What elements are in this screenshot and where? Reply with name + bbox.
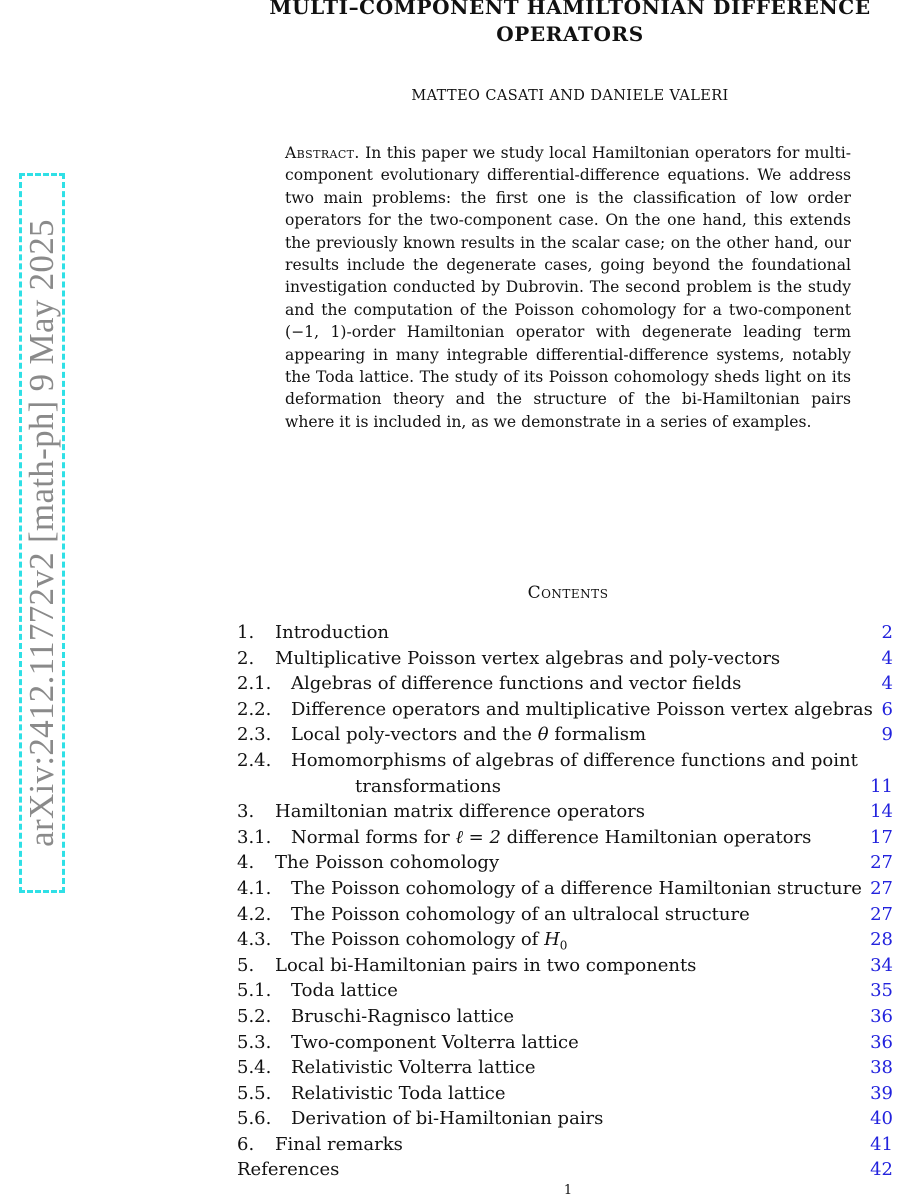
toc-entry-number: 5.3. xyxy=(237,1031,272,1053)
toc-entry-title: transformations xyxy=(355,775,501,797)
table-of-contents xyxy=(237,620,893,1183)
toc-title-text: difference Hamiltonian operators xyxy=(500,826,812,848)
toc-entry-title: The Poisson cohomology of a difference Hamiltonian structure xyxy=(291,877,862,899)
toc-title-math: ℓ = 2 xyxy=(455,826,501,848)
toc-page-link[interactable]: 4 xyxy=(881,673,893,695)
toc-entry-two-component-volterra[interactable] xyxy=(237,1030,893,1056)
toc-page-link[interactable]: 35 xyxy=(870,980,893,1002)
toc-entry-algebras-of-difference-functions[interactable] xyxy=(237,671,893,697)
toc-entry-number: 5.4. xyxy=(237,1057,272,1079)
toc-entry-number: 6. xyxy=(237,1133,255,1155)
toc-page-link[interactable]: 6 xyxy=(881,698,893,720)
toc-entry-title: Relativistic Volterra lattice xyxy=(291,1057,536,1079)
toc-title-subscript: 0 xyxy=(559,938,568,953)
paper-title-line-1: MULTI–COMPONENT HAMILTONIAN DIFFERENCE xyxy=(269,0,871,19)
toc-entry-title: Relativistic Toda lattice xyxy=(291,1082,506,1104)
toc-entry-number: 2.1. xyxy=(237,673,272,695)
toc-entry-relativistic-volterra[interactable] xyxy=(237,1055,893,1081)
toc-entry-number: 3.1. xyxy=(237,826,272,848)
abstract-text: In this paper we study local Hamiltonian operators for multi-component evolutionary differential-difference equations. We address two main problems: the first one is the classification of low order operators for the two-component case. On the one hand, this extends the previously known results in the scalar case; on the other hand, our results include the degenerate cases, going beyond the foundational investigation conducted by Dubrovin. The second problem is the study and the computation of the Poisson cohomology for a two-component (−1, 1)-order Hamiltonian operator with degenerate leading term appearing in many integrable differential-difference systems, notably the Toda lattice. The study of its Poisson cohomology sheds light on its deformation theory and the structure of the bi-Hamiltonian pairs where it is included in, as we demonstrate in a series of examples. xyxy=(285,144,851,431)
toc-title-math: θ xyxy=(537,724,549,746)
toc-entry-number: 5. xyxy=(237,954,255,976)
toc-entry-number: 5.2. xyxy=(237,1005,272,1027)
toc-entry-difference-operators[interactable] xyxy=(237,697,893,723)
toc-page-link[interactable]: 36 xyxy=(870,1031,893,1053)
toc-page-link[interactable]: 27 xyxy=(870,903,893,925)
toc-entry-derivation-bi-hamiltonian[interactable] xyxy=(237,1106,893,1132)
toc-page-link[interactable]: 11 xyxy=(870,775,893,797)
toc-entry-title: Homomorphisms of algebras of difference functions and point xyxy=(291,749,858,771)
toc-title-text: formalism xyxy=(548,724,647,746)
toc-entry-number: 5.5. xyxy=(237,1082,272,1104)
toc-entry-cohomology-difference-structure[interactable] xyxy=(237,876,893,902)
toc-entry-title xyxy=(291,825,870,851)
arxiv-identifier-stamp[interactable]: arXiv:2412.11772v2 [math-ph] 9 May 2025 xyxy=(19,173,65,893)
paper-title-line-2: OPERATORS xyxy=(496,22,644,46)
toc-page-link[interactable]: 27 xyxy=(870,877,893,899)
toc-entry-title: Algebras of difference functions and vector fields xyxy=(291,673,742,695)
toc-page-link[interactable]: 17 xyxy=(870,826,893,848)
toc-page-link[interactable]: 4 xyxy=(881,647,893,669)
toc-entry-number: 4.2. xyxy=(237,903,272,925)
toc-entry-number: 4.1. xyxy=(237,877,272,899)
toc-entry-homomorphisms-continued[interactable] xyxy=(237,774,893,800)
contents-heading: Contents xyxy=(527,583,609,603)
toc-page-link[interactable]: 36 xyxy=(870,1005,893,1027)
toc-entry-number: 4. xyxy=(237,852,255,874)
toc-entry-references[interactable] xyxy=(237,1157,893,1183)
toc-entry-homomorphisms[interactable] xyxy=(237,748,893,774)
toc-page-link[interactable]: 39 xyxy=(870,1082,893,1104)
toc-entry-hamiltonian-matrix-operators[interactable] xyxy=(237,799,893,825)
toc-entry-final-remarks[interactable] xyxy=(237,1132,893,1158)
toc-entry-title: Hamiltonian matrix difference operators xyxy=(275,801,646,823)
toc-entry-number: 2.3. xyxy=(237,724,272,746)
toc-entry-title: Bruschi-Ragnisco lattice xyxy=(291,1005,515,1027)
toc-page-link[interactable]: 40 xyxy=(870,1108,893,1130)
toc-entry-title: The Poisson cohomology xyxy=(275,852,500,874)
toc-title-text: Normal forms for xyxy=(291,826,456,848)
toc-entry-number: 4.3. xyxy=(237,929,272,951)
toc-page-link[interactable]: 41 xyxy=(870,1133,893,1155)
toc-entry-multiplicative-pva[interactable] xyxy=(237,646,893,672)
toc-entry-title xyxy=(291,927,870,953)
toc-title-math: H xyxy=(544,929,560,951)
toc-entry-title: References xyxy=(237,1159,340,1181)
toc-page-link[interactable]: 34 xyxy=(870,954,893,976)
toc-page-link[interactable]: 9 xyxy=(881,724,893,746)
toc-entry-relativistic-toda[interactable] xyxy=(237,1081,893,1107)
page-number: 1 xyxy=(563,1183,573,1198)
toc-title-text: Local poly-vectors and the xyxy=(291,724,538,746)
toc-entry-poisson-cohomology[interactable] xyxy=(237,850,893,876)
toc-title-text: The Poisson cohomology of xyxy=(291,929,545,951)
toc-entry-cohomology-ultralocal[interactable] xyxy=(237,902,893,928)
toc-page-link[interactable]: 2 xyxy=(881,622,893,643)
toc-entry-number: 5.1. xyxy=(237,980,272,1002)
abstract xyxy=(285,142,851,433)
toc-entry-title: Difference operators and multiplicative Poisson vertex algebras xyxy=(291,698,873,720)
paper-authors: MATTEO CASATI AND DANIELE VALERI xyxy=(411,88,729,104)
toc-entry-number: 2.4. xyxy=(237,749,272,771)
toc-entry-number: 5.6. xyxy=(237,1108,272,1130)
abstract-label: Abstract. xyxy=(285,144,360,162)
toc-page-link[interactable]: 14 xyxy=(870,801,893,823)
toc-page-link[interactable]: 42 xyxy=(870,1159,893,1181)
toc-page-link[interactable]: 27 xyxy=(870,852,893,874)
paper-title xyxy=(230,0,910,48)
toc-page-link[interactable]: 38 xyxy=(870,1057,893,1079)
toc-entry-toda-lattice[interactable] xyxy=(237,978,893,1004)
toc-entry-cohomology-h0[interactable] xyxy=(237,927,893,953)
toc-entry-number: 1. xyxy=(237,622,255,643)
toc-entry-title: The Poisson cohomology of an ultralocal structure xyxy=(291,903,750,925)
toc-entry-title: Local bi-Hamiltonian pairs in two components xyxy=(275,954,697,976)
toc-page-link[interactable]: 28 xyxy=(870,929,893,951)
toc-entry-introduction[interactable] xyxy=(237,620,893,646)
toc-entry-bi-hamiltonian-pairs[interactable] xyxy=(237,953,893,979)
toc-entry-number: 3. xyxy=(237,801,255,823)
toc-entry-local-poly-vectors[interactable] xyxy=(237,722,893,748)
toc-entry-title: Toda lattice xyxy=(291,980,398,1002)
toc-entry-number: 2.2. xyxy=(237,698,272,720)
toc-entry-title: Derivation of bi-Hamiltonian pairs xyxy=(291,1108,604,1130)
toc-entry-bruschi-ragnisco[interactable] xyxy=(237,1004,893,1030)
toc-entry-normal-forms[interactable] xyxy=(237,825,893,851)
toc-entry-number: 2. xyxy=(237,647,255,669)
toc-entry-title: Two-component Volterra lattice xyxy=(291,1031,579,1053)
toc-entry-title: Multiplicative Poisson vertex algebras and poly-vectors xyxy=(275,647,781,669)
toc-entry-title: Final remarks xyxy=(275,1133,403,1155)
toc-entry-title: Introduction xyxy=(275,622,389,643)
toc-entry-title xyxy=(291,722,882,748)
